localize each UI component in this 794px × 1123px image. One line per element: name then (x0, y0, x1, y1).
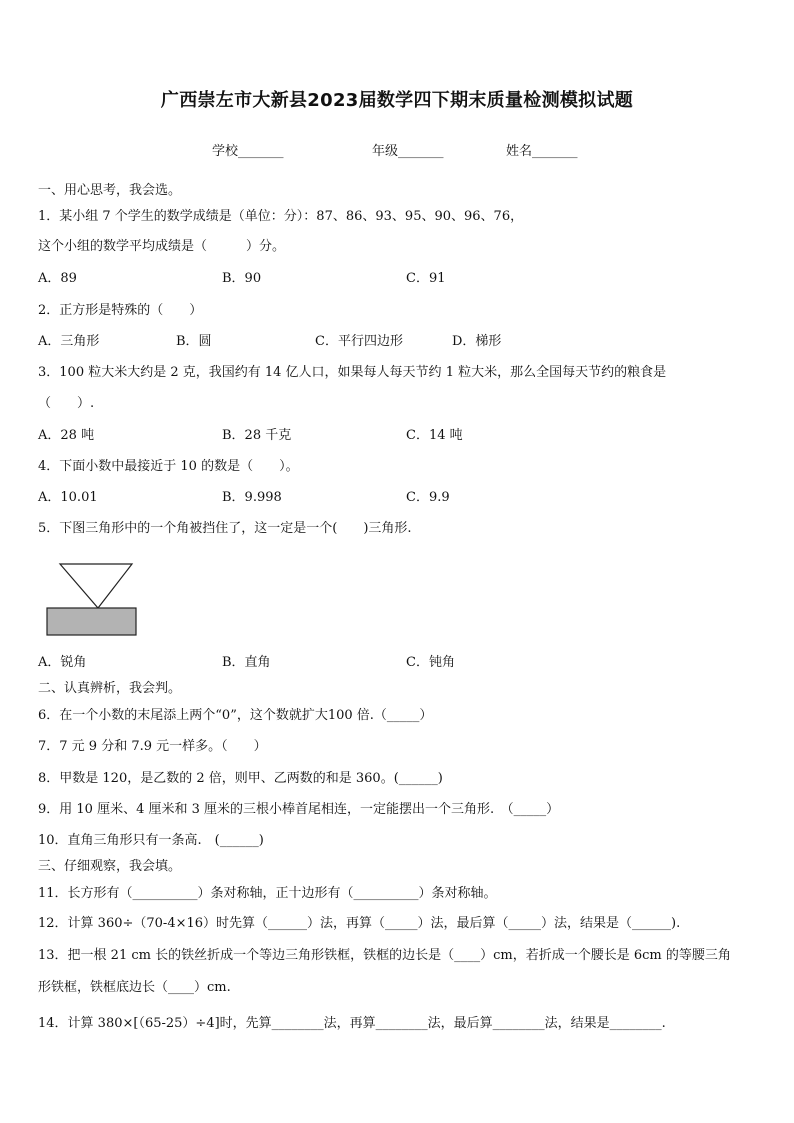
name-field: 姓名_______ (506, 144, 578, 159)
question-13-line-1: 13．把一根 21 cm 长的铁丝折成一个等边三角形铁框，铁框的边长是（____）cm，若折成一个腰长是 6cm 的等腰三角 (38, 948, 731, 963)
question-4: 4．下面小数中最接近于 10 的数是（ ）。 (38, 459, 299, 474)
question-5-option-c: C．钝角 (406, 655, 455, 670)
question-3-line-2: （ ）. (38, 396, 95, 411)
question-10: 10．直角三角形只有一条高. (______) (38, 833, 264, 848)
grade-field: 年级_______ (372, 144, 444, 159)
section-heading-1: 一、用心思考，我会选。 (38, 183, 182, 198)
question-3-option-b: B．28 千克 (222, 428, 292, 443)
section-heading-2: 二、认真辨析，我会判。 (38, 681, 182, 696)
covering-rectangle (47, 608, 136, 635)
school-field: 学校_______ (212, 144, 284, 159)
question-3-option-c: C．14 吨 (406, 428, 463, 443)
question-2-option-d: D．梯形 (452, 334, 502, 349)
question-5: 5．下图三角形中的一个角被挡住了，这一定是一个( )三角形. (38, 521, 412, 536)
question-5-option-a: A．锐角 (38, 655, 87, 670)
question-1-option-c: C．91 (406, 271, 446, 286)
question-2: 2．正方形是特殊的（ ） (38, 303, 203, 318)
hidden-angle-triangle-figure (44, 560, 140, 640)
question-11: 11．长方形有（__________）条对称轴，正十边形有（__________）条对称轴。 (38, 886, 497, 901)
question-7: 7．7 元 9 分和 7.9 元一样多。（ ） (38, 739, 267, 754)
section-heading-3: 三、仔细观察，我会填。 (38, 859, 182, 874)
question-6: 6．在一个小数的末尾添上两个“0”，这个数就扩大100 倍.（_____） (38, 708, 433, 723)
question-2-option-c: C．平行四边形 (315, 334, 403, 349)
page-title: 广西崇左市大新县2023届数学四下期末质量检测模拟试题 (160, 90, 634, 111)
question-3-option-a: A．28 吨 (38, 428, 95, 443)
question-1-option-a: A．89 (38, 271, 77, 286)
question-3-line-1: 3．100 粒大米大约是 2 克，我国约有 14 亿人口，如果每人每天节约 1 粒大米，那么全国每天节约的粮食是 (38, 365, 667, 380)
question-1-line-2: 这个小组的数学平均成绩是（ ）分。 (38, 239, 286, 254)
question-5-option-b: B．直角 (222, 655, 271, 670)
question-12: 12．计算 360÷（70-4×16）时先算（______）法，再算（_____）法，最后算（_____）法，结果是（______). (38, 916, 681, 931)
question-14: 14．计算 380×[（65-25）÷4]时，先算________法，再算________法，最后算________法，结果是________. (38, 1016, 666, 1031)
question-4-option-b: B．9.998 (222, 490, 282, 505)
question-13-line-2: 形铁框，铁框底边长（____）cm. (38, 980, 231, 995)
triangle-shape (60, 564, 132, 608)
question-8: 8．甲数是 120，是乙数的 2 倍，则甲、乙两数的和是 360。(______) (38, 771, 443, 786)
question-4-option-c: C．9.9 (406, 490, 450, 505)
question-4-option-a: A．10.01 (38, 490, 98, 505)
question-9: 9．用 10 厘米、4 厘米和 3 厘米的三根小棒首尾相连，一定能摆出一个三角形. （_____） (38, 802, 560, 817)
question-2-option-b: B．圆 (176, 334, 212, 349)
question-1-line-1: 1．某小组 7 个学生的数学成绩是（单位：分）：87、86、93、95、90、96、76， (38, 209, 524, 224)
question-2-option-a: A．三角形 (38, 334, 100, 349)
question-1-option-b: B．90 (222, 271, 262, 286)
